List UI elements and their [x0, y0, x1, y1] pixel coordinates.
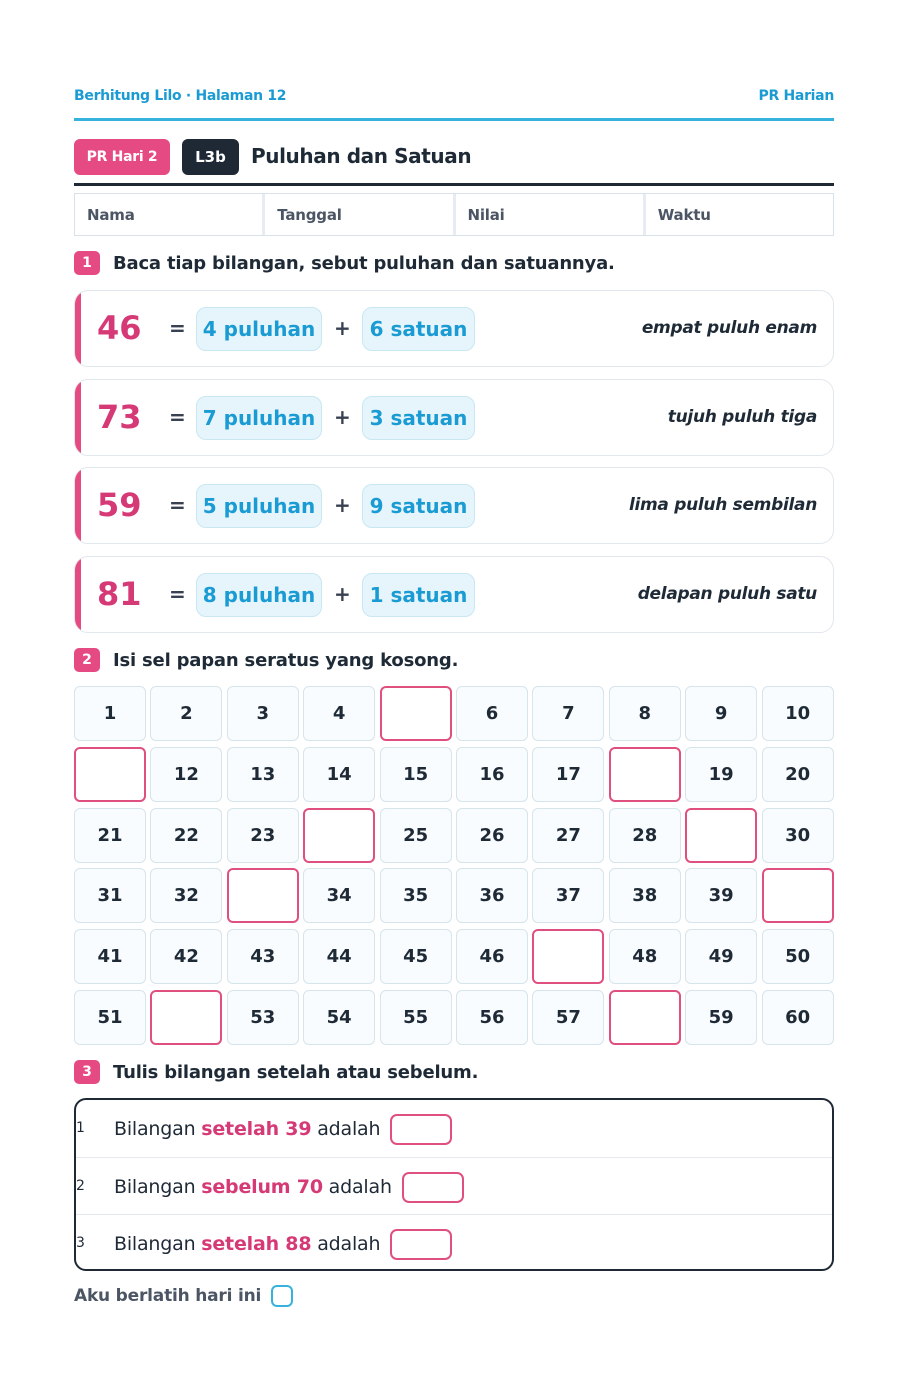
number-cell: 20	[762, 747, 834, 802]
number-cell: 46	[456, 929, 528, 984]
number-cell: 55	[380, 990, 452, 1045]
number-cell: 35	[380, 868, 452, 923]
question-prefix: Bilangan	[114, 1118, 202, 1140]
number-cell: 38	[609, 868, 681, 923]
number-cell: 37	[532, 868, 604, 923]
question-prefix: Bilangan	[114, 1233, 202, 1255]
number-cell: 44	[303, 929, 375, 984]
section-3-badge: 3	[74, 1060, 100, 1084]
number-cell: 26	[456, 808, 528, 863]
tens-pill: 7 puluhan	[196, 396, 322, 440]
number-cell: 15	[380, 747, 452, 802]
number-cell: 30	[762, 808, 834, 863]
student-info-row	[74, 193, 834, 236]
blank-cell[interactable]	[74, 747, 146, 802]
question-highlight: sebelum 70	[201, 1176, 323, 1198]
blank-cell[interactable]	[227, 868, 299, 923]
number-cell: 9	[685, 686, 757, 741]
equals-sign: =	[169, 316, 186, 340]
number-cell: 54	[303, 990, 375, 1045]
equals-sign: =	[169, 405, 186, 429]
number-cell: 56	[456, 990, 528, 1045]
practice-checkbox[interactable]	[271, 1285, 293, 1307]
section-2-heading	[74, 647, 458, 673]
number-cell: 28	[609, 808, 681, 863]
question-text	[114, 1172, 464, 1203]
section-3-instruction: Tulis bilangan setelah atau sebelum.	[113, 1061, 479, 1083]
number-cell: 10	[762, 686, 834, 741]
header-divider	[74, 118, 834, 121]
number-cell: 57	[532, 990, 604, 1045]
question-text	[114, 1114, 452, 1145]
number-cell: 60	[762, 990, 834, 1045]
blank-cell[interactable]	[762, 868, 834, 923]
number-in-words: delapan puluh satu	[637, 584, 817, 604]
question-row	[76, 1100, 832, 1157]
question-prefix: Bilangan	[114, 1176, 202, 1198]
plus-sign: +	[334, 582, 351, 606]
question-suffix: adalah	[322, 1176, 392, 1198]
equals-sign: =	[169, 582, 186, 606]
number-cell: 19	[685, 747, 757, 802]
name-field[interactable]: Nama	[75, 194, 265, 235]
card-number: 59	[97, 486, 142, 524]
number-cell: 14	[303, 747, 375, 802]
blank-cell[interactable]	[532, 929, 604, 984]
book-page-label: Berhitung Lilo · Halaman 12	[74, 88, 287, 104]
footer-label: Aku berlatih hari ini	[74, 1286, 262, 1306]
number-cell: 7	[532, 686, 604, 741]
number-cell: 27	[532, 808, 604, 863]
number-cell: 51	[74, 990, 146, 1045]
card-number: 46	[97, 309, 142, 347]
title-row	[74, 139, 834, 175]
number-cell: 49	[685, 929, 757, 984]
question-highlight: setelah 39	[201, 1118, 312, 1140]
number-cell: 17	[532, 747, 604, 802]
card-accent	[75, 291, 81, 366]
number-cell: 25	[380, 808, 452, 863]
blank-cell[interactable]	[609, 747, 681, 802]
time-field[interactable]: Waktu	[657, 206, 711, 224]
plus-sign: +	[334, 405, 351, 429]
number-cell: 22	[150, 808, 222, 863]
page-header	[74, 88, 834, 110]
place-value-card	[74, 379, 834, 456]
ones-pill: 1 satuan	[362, 573, 475, 617]
blank-cell[interactable]	[685, 808, 757, 863]
blank-cell[interactable]	[150, 990, 222, 1045]
blank-cell[interactable]	[609, 990, 681, 1045]
answer-box[interactable]	[390, 1114, 452, 1145]
section-3-heading	[74, 1059, 478, 1085]
question-index: 1	[76, 1120, 85, 1136]
title-divider	[74, 183, 834, 186]
ones-pill: 6 satuan	[362, 307, 475, 351]
question-text	[114, 1229, 452, 1260]
ones-pill: 9 satuan	[362, 484, 475, 528]
page-title: Puluhan dan Satuan	[251, 144, 472, 168]
answer-box[interactable]	[390, 1229, 452, 1260]
number-cell: 34	[303, 868, 375, 923]
practice-footer	[74, 1285, 293, 1307]
number-cell: 2	[150, 686, 222, 741]
questions-box	[74, 1098, 834, 1271]
plus-sign: +	[334, 316, 351, 340]
number-cell: 43	[227, 929, 299, 984]
number-cell: 41	[74, 929, 146, 984]
tens-pill: 5 puluhan	[196, 484, 322, 528]
number-cell: 12	[150, 747, 222, 802]
number-cell: 3	[227, 686, 299, 741]
number-cell: 23	[227, 808, 299, 863]
number-cell: 45	[380, 929, 452, 984]
place-value-card	[74, 556, 834, 633]
level-chip: L3b	[182, 139, 239, 175]
score-field[interactable]: Nilai	[456, 194, 646, 235]
number-in-words: empat puluh enam	[641, 318, 817, 338]
number-cell: 8	[609, 686, 681, 741]
card-number: 73	[97, 398, 142, 436]
blank-cell[interactable]	[303, 808, 375, 863]
number-cell: 4	[303, 686, 375, 741]
section-1-instruction: Baca tiap bilangan, sebut puluhan dan satuannya.	[113, 252, 615, 274]
question-suffix: adalah	[311, 1233, 381, 1255]
day-chip: PR Hari 2	[74, 139, 170, 175]
question-row	[76, 1157, 832, 1214]
number-cell: 53	[227, 990, 299, 1045]
number-cell: 21	[74, 808, 146, 863]
question-row	[76, 1214, 832, 1271]
number-in-words: lima puluh sembilan	[628, 495, 817, 515]
question-index: 2	[76, 1178, 85, 1194]
card-accent	[75, 557, 81, 632]
number-cell: 16	[456, 747, 528, 802]
number-cell: 1	[74, 686, 146, 741]
section-1-badge: 1	[74, 251, 100, 275]
number-cell: 13	[227, 747, 299, 802]
number-cell: 50	[762, 929, 834, 984]
question-highlight: setelah 88	[201, 1233, 312, 1255]
tens-pill: 8 puluhan	[196, 573, 322, 617]
tens-pill: 4 puluhan	[196, 307, 322, 351]
number-cell: 48	[609, 929, 681, 984]
number-cell: 31	[74, 868, 146, 923]
number-cell: 32	[150, 868, 222, 923]
worksheet-type-label: PR Harian	[758, 88, 834, 104]
place-value-card	[74, 467, 834, 544]
card-number: 81	[97, 575, 142, 613]
card-accent	[75, 380, 81, 455]
section-2-badge: 2	[74, 648, 100, 672]
number-cell: 36	[456, 868, 528, 923]
number-cell: 39	[685, 868, 757, 923]
number-cell: 6	[456, 686, 528, 741]
date-field[interactable]: Tanggal	[265, 194, 455, 235]
section-1-heading	[74, 250, 615, 276]
card-accent	[75, 468, 81, 543]
number-cell: 42	[150, 929, 222, 984]
equals-sign: =	[169, 493, 186, 517]
place-value-card	[74, 290, 834, 367]
number-in-words: tujuh puluh tiga	[667, 407, 817, 427]
question-index: 3	[76, 1235, 85, 1251]
question-suffix: adalah	[311, 1118, 381, 1140]
section-2-instruction: Isi sel papan seratus yang kosong.	[113, 649, 459, 671]
ones-pill: 3 satuan	[362, 396, 475, 440]
number-cell: 59	[685, 990, 757, 1045]
plus-sign: +	[334, 493, 351, 517]
blank-cell[interactable]	[380, 686, 452, 741]
answer-box[interactable]	[402, 1172, 464, 1203]
